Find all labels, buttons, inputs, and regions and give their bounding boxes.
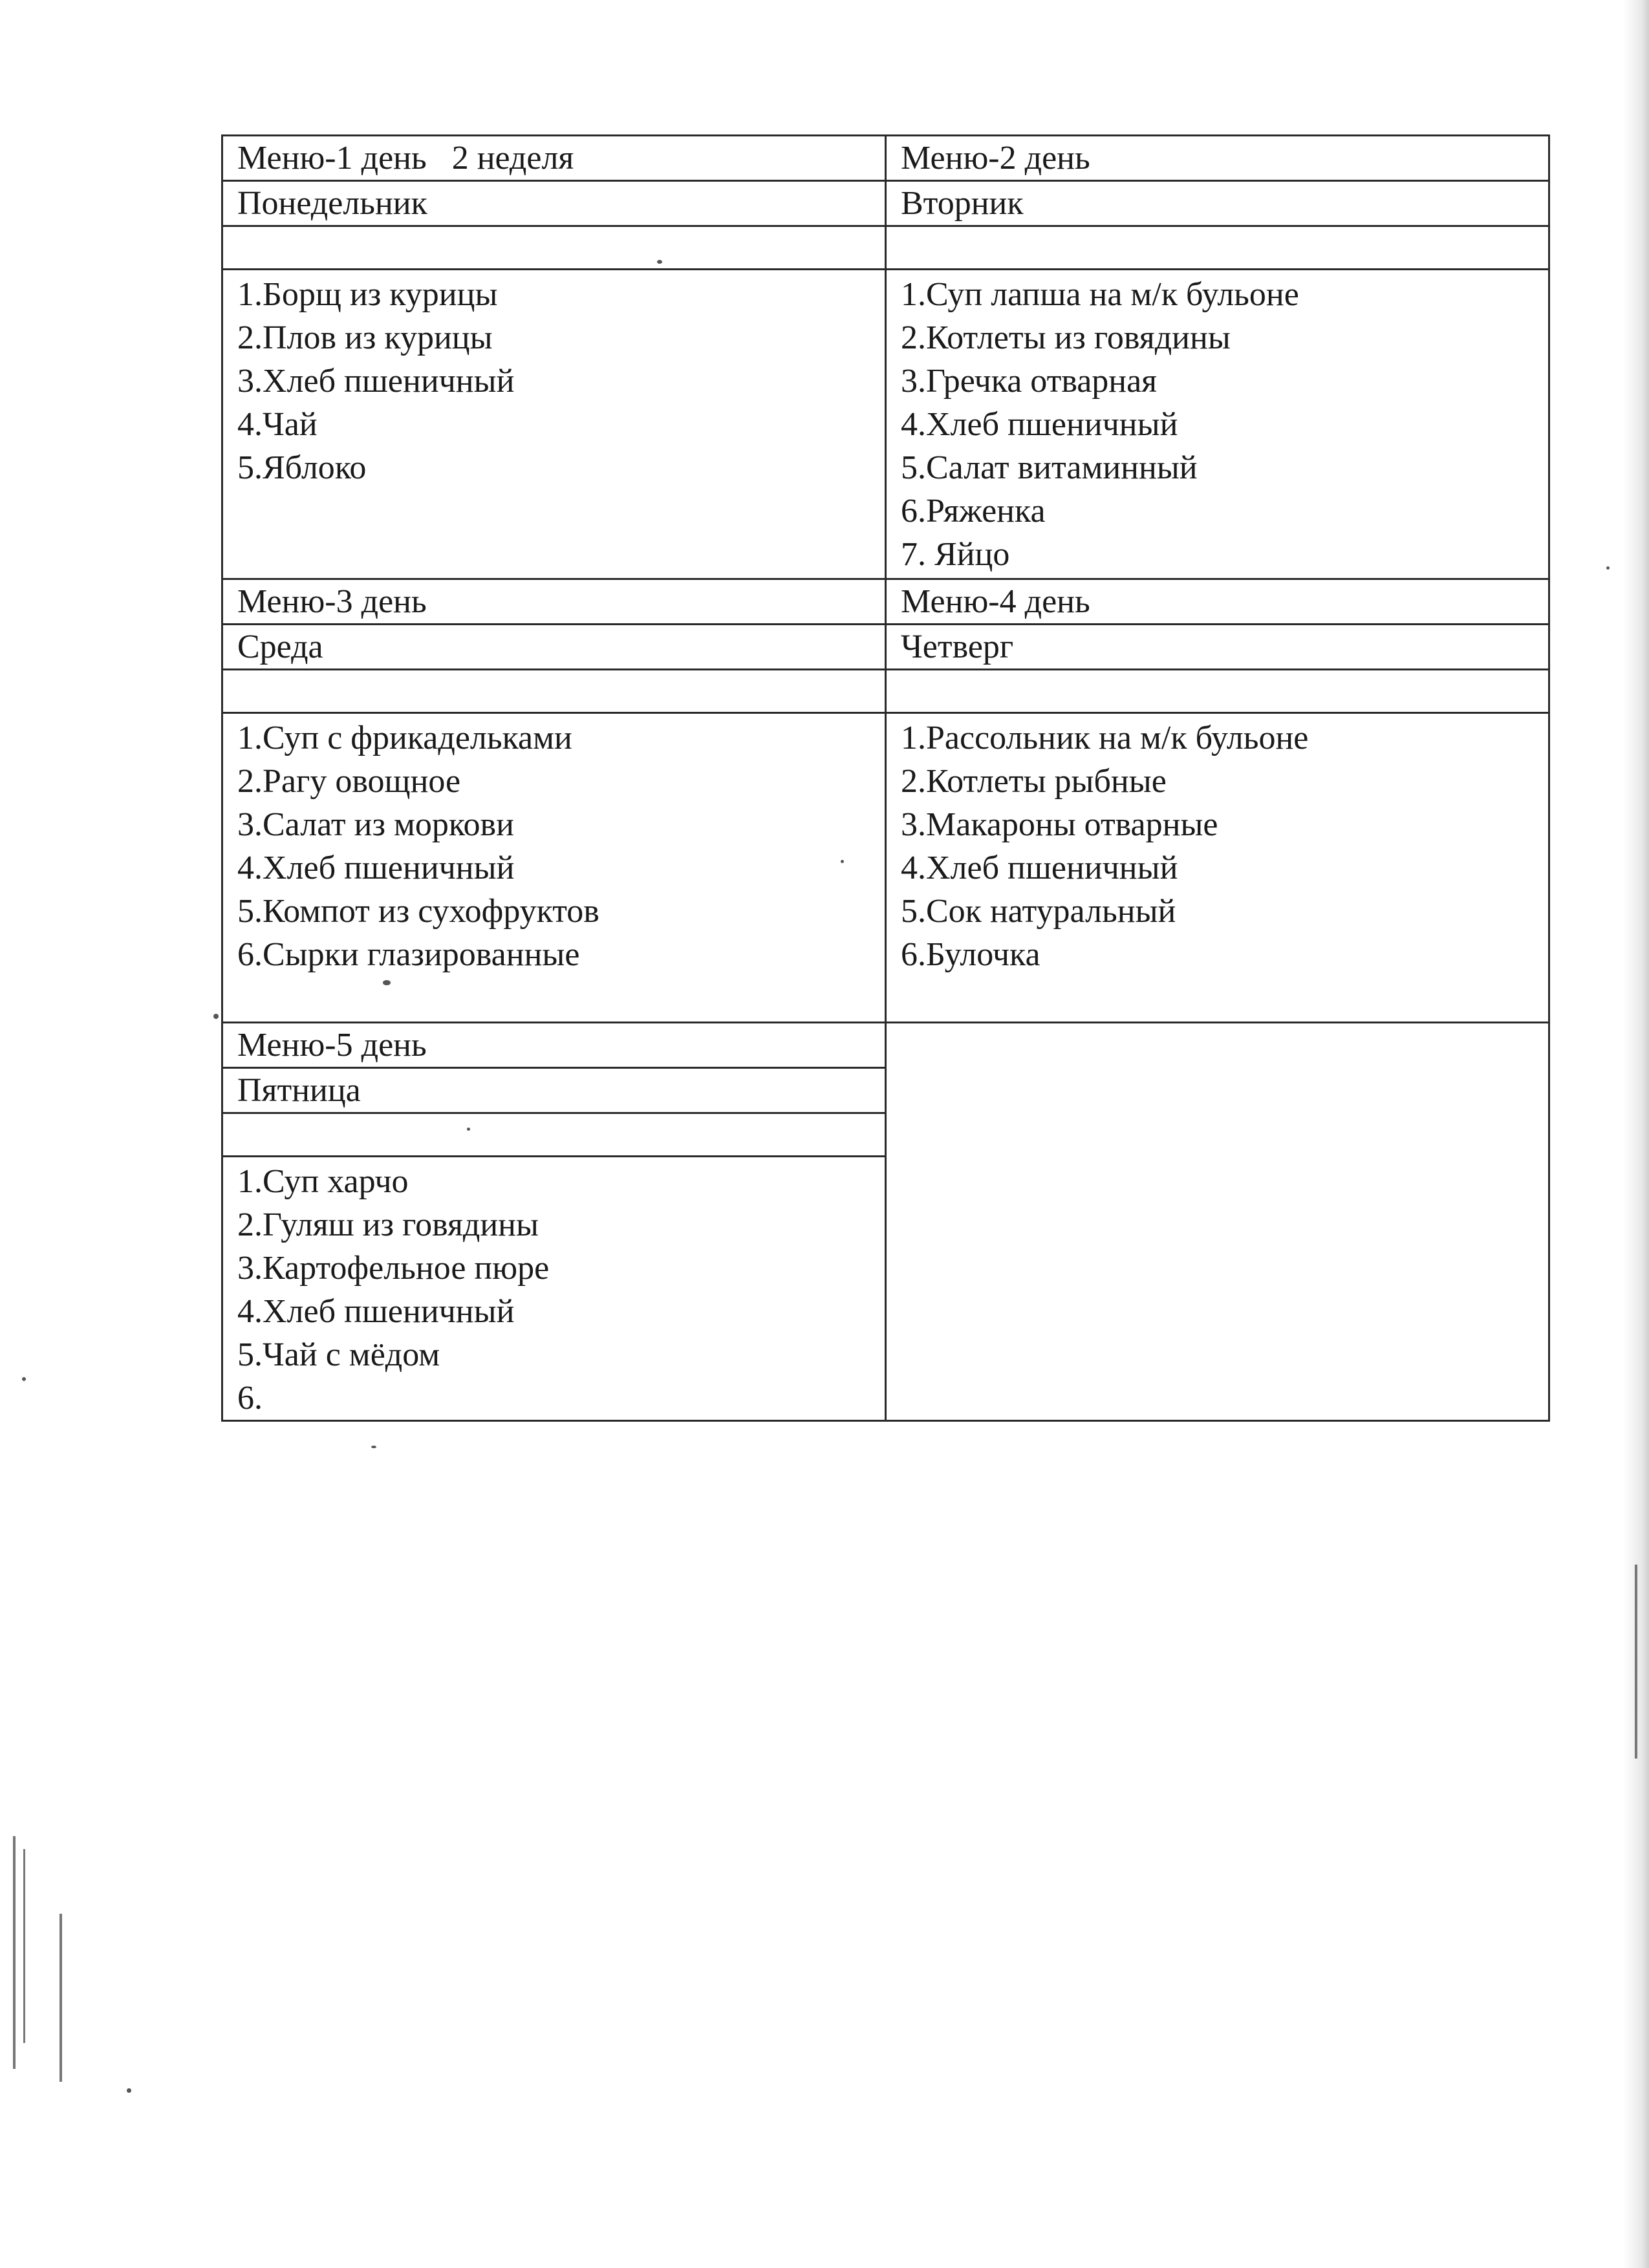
menu-item: 4.Хлеб пшеничный xyxy=(901,850,1178,886)
menu-item: 6.Булочка xyxy=(901,936,1040,973)
weekday-row xyxy=(222,181,1549,226)
day4-header-cell xyxy=(886,579,1549,625)
day5-weekday-cell xyxy=(222,1068,886,1113)
menu-item: 4.Чай xyxy=(237,406,318,443)
day2-header: Меню-2 день xyxy=(901,140,1090,177)
weekly-menu-table xyxy=(221,134,1550,1422)
menu-header-row xyxy=(222,1023,1549,1068)
blank-cell xyxy=(886,226,1549,270)
scan-edge-mark xyxy=(59,1914,62,2082)
day2-items-cell xyxy=(886,270,1549,579)
menu-item: 1.Рассольник на м/к бульоне xyxy=(901,720,1309,756)
scan-edge-mark xyxy=(1635,1565,1637,1759)
day1-items-cell xyxy=(222,270,886,579)
day1-header-cell xyxy=(222,136,886,181)
scan-speck xyxy=(127,2088,131,2093)
menu-item: 2.Гуляш из говядины xyxy=(237,1206,539,1243)
day5-items-cell xyxy=(222,1157,886,1421)
day4-menu-list xyxy=(901,716,1548,976)
day1-header: Меню-1 день 2 неделя xyxy=(237,140,574,177)
menu-item: 3.Картофельное пюре xyxy=(237,1250,550,1287)
menu-item: 5.Чай с мёдом xyxy=(237,1336,440,1373)
day3-header: Меню-3 день xyxy=(237,583,427,620)
menu-item: 1.Суп лапша на м/к бульоне xyxy=(901,276,1299,313)
scan-edge-mark xyxy=(13,1836,16,2069)
menu-item: 2.Котлеты из говядины xyxy=(901,319,1231,356)
menu-item: 1.Суп харчо xyxy=(237,1163,409,1200)
day3-weekday: Среда xyxy=(237,628,323,665)
day3-weekday-cell xyxy=(222,625,886,670)
day2-header-cell xyxy=(886,136,1549,181)
blank-cell xyxy=(222,1113,886,1157)
page-edge-shadow xyxy=(1623,0,1649,2268)
menu-item: 6. xyxy=(237,1380,263,1417)
menu-item: 5.Компот из сухофруктов xyxy=(237,893,599,930)
day4-weekday: Четверг xyxy=(901,628,1014,665)
day2-menu-list xyxy=(901,273,1548,576)
menu-header-row xyxy=(222,136,1549,181)
day1-menu-list xyxy=(237,273,885,489)
day3-header-cell xyxy=(222,579,886,625)
day4-header: Меню-4 день xyxy=(901,583,1090,620)
day5-weekday: Пятница xyxy=(237,1072,361,1109)
menu-item: 1.Борщ из курицы xyxy=(237,276,498,313)
menu-header-row xyxy=(222,579,1549,625)
menu-items-row xyxy=(222,713,1549,1023)
menu-item: 1.Суп с фрикадельками xyxy=(237,720,572,756)
scan-speck xyxy=(371,1446,376,1448)
menu-item: 2.Котлеты рыбные xyxy=(901,763,1167,800)
menu-item: 3.Макароны отварные xyxy=(901,806,1218,843)
menu-item: 2.Плов из курицы xyxy=(237,319,493,356)
blank-row xyxy=(222,226,1549,270)
empty-cell xyxy=(886,1023,1549,1421)
scan-speck xyxy=(213,1014,219,1019)
day2-weekday-cell xyxy=(886,181,1549,226)
blank-cell xyxy=(222,226,886,270)
menu-item: 3.Гречка отварная xyxy=(901,363,1158,400)
day2-weekday: Вторник xyxy=(901,185,1024,222)
day5-menu-list xyxy=(237,1160,885,1420)
menu-item: 4.Хлеб пшеничный xyxy=(237,1293,515,1330)
menu-item: 4.Хлеб пшеничный xyxy=(901,406,1178,443)
day5-header: Меню-5 день xyxy=(237,1027,427,1064)
day3-items-cell xyxy=(222,713,886,1023)
menu-item: 5.Салат витаминный xyxy=(901,449,1198,486)
menu-item: 5.Яблоко xyxy=(237,449,367,486)
day5-header-cell xyxy=(222,1023,886,1068)
blank-cell xyxy=(886,670,1549,713)
blank-row xyxy=(222,670,1549,713)
day3-menu-list xyxy=(237,716,885,976)
menu-item: 6.Сырки глазированные xyxy=(237,936,580,973)
blank-cell xyxy=(222,670,886,713)
menu-item: 4.Хлеб пшеничный xyxy=(237,850,515,886)
menu-item: 3.Хлеб пшеничный xyxy=(237,363,515,400)
menu-items-row xyxy=(222,270,1549,579)
day4-weekday-cell xyxy=(886,625,1549,670)
scan-speck xyxy=(22,1377,26,1381)
menu-item: 7. Яйцо xyxy=(901,536,1010,573)
day1-weekday-cell xyxy=(222,181,886,226)
weekday-row xyxy=(222,625,1549,670)
menu-item: 2.Рагу овощное xyxy=(237,763,461,800)
menu-item: 3.Салат из моркови xyxy=(237,806,514,843)
scan-edge-mark xyxy=(23,1849,25,2043)
scan-speck xyxy=(1606,566,1610,570)
menu-item: 5.Сок натуральный xyxy=(901,893,1176,930)
day4-items-cell xyxy=(886,713,1549,1023)
day1-weekday: Понедельник xyxy=(237,185,427,222)
menu-item: 6.Ряженка xyxy=(901,493,1046,530)
